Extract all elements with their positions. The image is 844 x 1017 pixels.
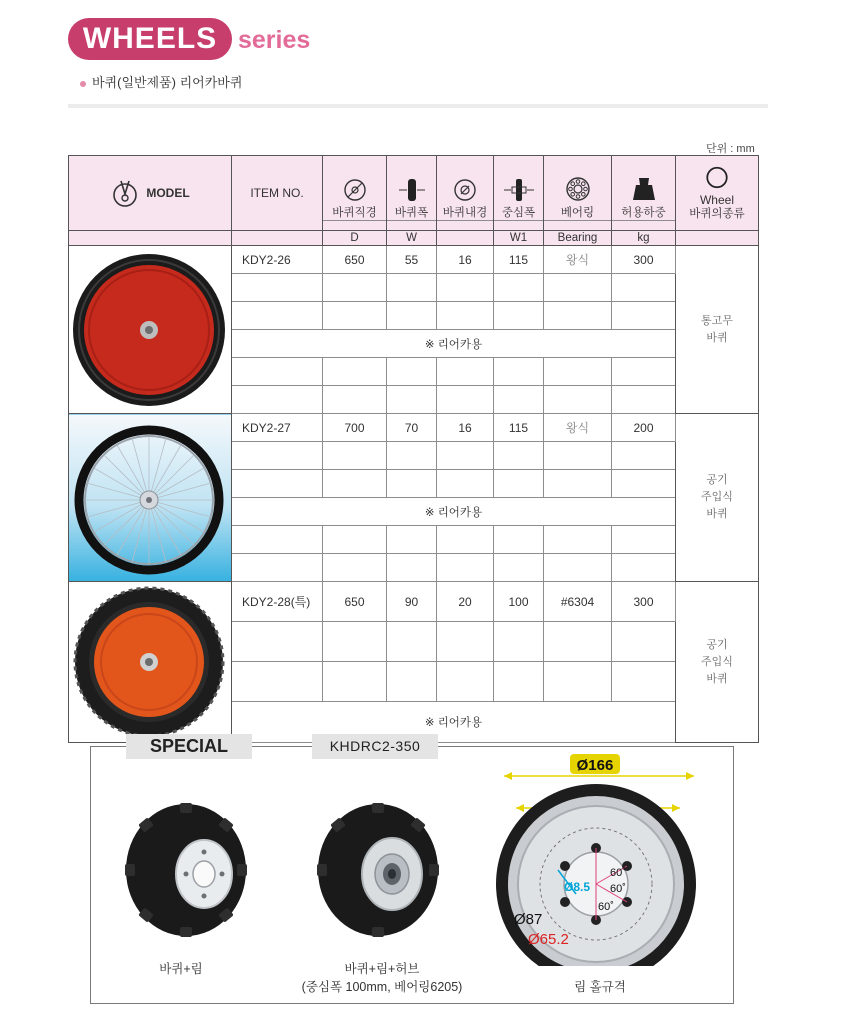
wheel-type-header: Wheel 바퀴의종류 [676, 156, 759, 231]
header-divider [68, 104, 768, 108]
spec-table [68, 155, 759, 743]
item-code: KDY2-28(특) [232, 582, 323, 622]
wheel-photo-kdy2-28 [69, 582, 232, 743]
tire-rim-hub-image [316, 802, 440, 938]
svg-text:60˚: 60˚ [610, 867, 626, 879]
pneumatic-wheel-image [71, 584, 227, 740]
bore-icon [453, 178, 477, 202]
usage-note: ※ 리어카용 [232, 498, 676, 526]
wheel-photo-kdy2-26 [69, 246, 232, 414]
special-model-tag: KHDRC2-350 [312, 734, 438, 759]
svg-text:60˚: 60˚ [610, 883, 626, 895]
rim-hole-diagram [490, 752, 706, 966]
table-subheader-row: D W W1 Bearing kg [69, 231, 759, 246]
weight-icon [631, 176, 657, 202]
special-tag: SPECIAL [126, 734, 252, 759]
bearing-icon [565, 176, 591, 202]
wheel-type-kdy2-28: 공기 주입식 바퀴 [676, 582, 759, 743]
model-header: MODEL [69, 156, 232, 231]
series-title-badge [68, 18, 232, 60]
diameter-header: 바퀴직경 [323, 156, 387, 231]
hub-diameter-label: Ø65.2 [528, 931, 569, 948]
svg-text:60˚: 60˚ [598, 901, 614, 913]
center-width-icon [503, 178, 535, 202]
caption-tire-rim-hub: 바퀴+림+허브 (중심폭 100mm, 베어링6205) [301, 962, 463, 994]
bearing-header: 베어링 [544, 156, 612, 231]
wheel-photo-kdy2-27 [69, 414, 232, 582]
wheel-type-kdy2-27: 공기 주입식 바퀴 [676, 414, 759, 582]
pcd-label: Ø87 [514, 911, 543, 928]
width-header: 바퀴폭 [387, 156, 437, 231]
wheel-outline-icon [704, 166, 730, 189]
center-width-header: 중심폭 [494, 156, 544, 231]
hole-diameter-label: Ø8.5 [564, 880, 591, 894]
spoke-wheel-image [69, 418, 229, 578]
series-title: WHEELS [82, 22, 218, 55]
category-subtitle [80, 72, 242, 91]
table-row: KDY2-27 700 70 16 115 왕식 200 공기 주입식 바퀴 [69, 414, 759, 442]
usage-note: ※ 리어카용 [232, 702, 676, 743]
outer-diameter-label: Ø166 [576, 757, 614, 774]
width-icon [397, 178, 427, 202]
category-subtitle-text: 바퀴(일반제품) 리어카바퀴 [92, 75, 243, 90]
caption-tire-rim: 바퀴+림 [159, 962, 203, 976]
caption-rim-hole: 림 홀규격 [574, 980, 626, 994]
tire-with-rim-image [124, 802, 248, 938]
table-header-row [69, 156, 759, 231]
unit-label: 단위 : mm [706, 143, 755, 155]
caster-icon [110, 178, 140, 208]
item-code: KDY2-27 [232, 414, 323, 442]
wheel-type-kdy2-26: 통고무 바퀴 [676, 246, 759, 414]
series-label: series [238, 26, 311, 54]
item-no-header: ITEM NO. [232, 156, 323, 231]
solid-rubber-wheel-image [69, 250, 229, 410]
bullet-dot-icon [80, 81, 86, 87]
usage-note: ※ 리어카용 [232, 330, 676, 358]
load-header: 허용하중 [612, 156, 676, 231]
table-row: KDY2-28(특) 650 90 20 100 #6304 300 공기 주입식 바퀴 [69, 582, 759, 622]
item-code: KDY2-26 [232, 246, 323, 274]
diameter-icon [343, 178, 367, 202]
table-row: KDY2-26 650 55 16 115 왕식 300 통고무 바퀴 [69, 246, 759, 274]
bore-header: 바퀴내경 [437, 156, 494, 231]
